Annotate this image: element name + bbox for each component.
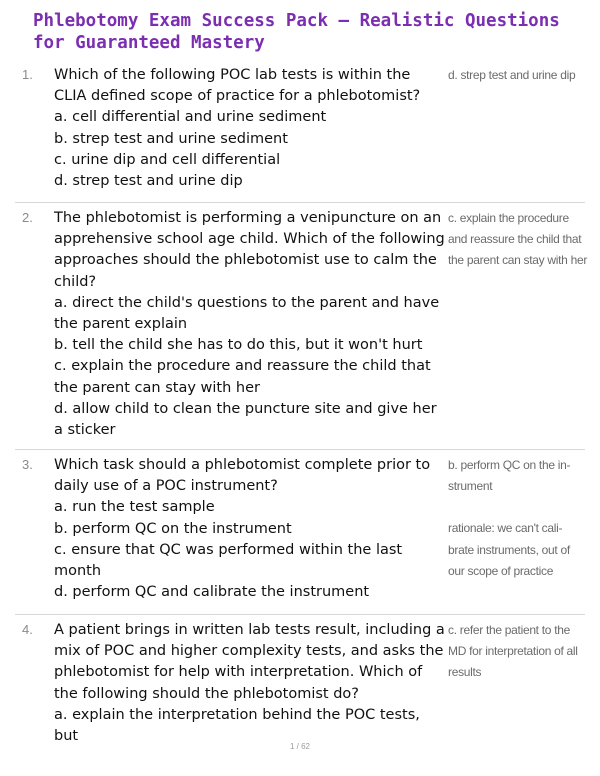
answer-column [448, 455, 588, 582]
answer-column [448, 620, 588, 684]
question-text: A patient brings in written lab tests result, including a mix of POC and higher complexity tests, and asks the phlebotomist for help with interpretation. Which of the following should the phlebotomist do? [54, 622, 445, 702]
correct-answer: c. explain the procedure and reassure the child that the parent can stay with her [448, 211, 588, 268]
correct-answer: d. strep test and urine dip [448, 68, 576, 82]
answer-option: b. tell the child she has to do this, but it won't hurt [54, 337, 423, 354]
answer-option: a. direct the child's questions to the parent and have the parent explain [54, 294, 440, 333]
question-number: 3. [22, 457, 33, 472]
answer-option: c. urine dip and cell differential [54, 151, 281, 168]
page-indicator: 1 / 62 [289, 742, 310, 751]
answer-option: c. ensure that QC was performed within the last month [54, 541, 403, 580]
question-body [54, 65, 446, 192]
question-text: Which of the following POC lab tests is within the CLIA defined scope of practice for a phlebotomist? [54, 67, 421, 105]
question-number: 4. [22, 622, 33, 637]
answer-option: b. perform QC on the instrument [54, 520, 292, 537]
question-item [15, 449, 585, 614]
correct-answer: b. perform QC on the in- strument [448, 458, 571, 494]
answer-rationale: rationale: we can't cali- brate instruments, out of our scope of practice [448, 521, 570, 578]
question-body [54, 208, 446, 441]
question-text: The phlebotomist is performing a venipuncture on an apprehensive school age child. Which of the following approaches should the phlebotomist use to calm the child? [54, 210, 445, 290]
answer-option: a. run the test sample [54, 499, 215, 516]
question-list [15, 60, 588, 745]
question-body [54, 620, 446, 747]
answer-option: a. explain the interpretation behind the POC tests, but [54, 706, 420, 745]
question-item [15, 60, 585, 202]
question-number: 2. [22, 210, 33, 225]
question-body [54, 455, 446, 603]
question-item [15, 614, 585, 745]
answer-option: c. explain the procedure and reassure the child that the parent can stay with her [54, 358, 431, 396]
answer-column [448, 208, 588, 272]
question-number: 1. [22, 67, 33, 82]
answer-spacer [448, 497, 588, 518]
correct-answer: c. refer the patient to the MD for interpretation of all results [448, 623, 578, 680]
question-text: Which task should a phlebotomist complete prior to daily use of a POC instrument? [54, 457, 431, 495]
answer-column [448, 65, 588, 86]
answer-option: b. strep test and urine sediment [54, 130, 288, 147]
answer-option: a. cell differential and urine sediment [54, 109, 327, 126]
answer-option: d. allow child to clean the puncture site and give her a sticker [54, 400, 437, 439]
answer-option: d. perform QC and calibrate the instrument [54, 584, 370, 601]
document-title: Phlebotomy Exam Success Pack – Realistic Questions for Guaranteed Mastery [33, 11, 560, 53]
question-item [15, 202, 588, 449]
answer-option: d. strep test and urine dip [54, 173, 243, 190]
